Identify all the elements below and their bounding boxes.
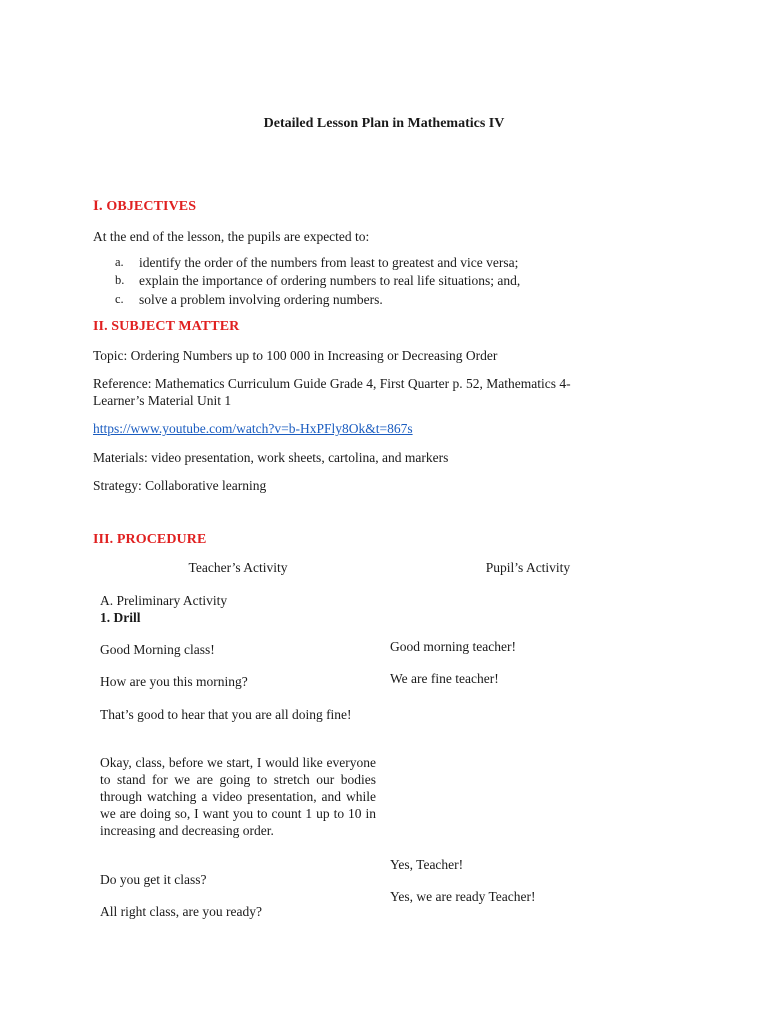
teacher-activity-header: Teacher’s Activity	[188, 560, 288, 575]
teacher-line-greeting: Good Morning class!	[100, 642, 215, 657]
objectives-intro: At the end of the lesson, the pupils are expected to:	[93, 229, 370, 244]
list-marker: a.	[115, 255, 124, 269]
list-marker: b.	[115, 273, 125, 288]
pupil-line-fine: We are fine teacher!	[390, 671, 499, 686]
list-item-text: explain the importance of ordering numbers to real life situations; and,	[139, 273, 521, 289]
list-marker: c.	[115, 291, 124, 306]
pupil-activity-header: Pupil’s Activity	[485, 560, 571, 575]
strategy-text: Strategy: Collaborative learning	[93, 478, 267, 493]
pupil-line-yes: Yes, Teacher!	[390, 857, 464, 872]
objectives-numeral: I.	[93, 198, 103, 214]
teacher-line-instructions: Okay, class, before we start, I would like everyone to stand for we are going to stretch our bodies through watching a video presentation, and while we are doing so, I want you to count 1 up to 10 in increasing and decreasing order.	[100, 755, 376, 838]
materials-text: Materials: video presentation, work sheets, cartolina, and markers	[93, 450, 449, 465]
teacher-line-ready: All right class, are you ready?	[100, 904, 262, 919]
list-item-text: identify the order of the numbers from least to greatest and vice versa;	[139, 255, 519, 270]
video-link[interactable]: https://www.youtube.com/watch?v=b-HxPFly8Ok&t=867s	[93, 421, 413, 436]
pupil-line-ready: Yes, we are ready Teacher!	[390, 889, 536, 904]
preliminary-activity-label: A. Preliminary Activity	[100, 593, 228, 608]
objectives-heading-label: OBJECTIVES	[106, 199, 197, 214]
document-title: Detailed Lesson Plan in Mathematics IV	[263, 116, 505, 131]
teacher-line-how-are-you: How are you this morning?	[100, 674, 248, 689]
list-item-text: solve a problem involving ordering numbers.	[139, 291, 383, 307]
teacher-line-good-to-hear: That’s good to hear that you are all doing fine!	[100, 707, 352, 722]
teacher-line-get-it: Do you get it class?	[100, 872, 207, 887]
subject-matter-heading: II. SUBJECT MATTER	[93, 319, 240, 334]
pupil-line-greeting: Good morning teacher!	[390, 639, 516, 654]
procedure-heading: III. PROCEDURE	[93, 532, 207, 547]
drill-label: 1. Drill	[100, 610, 141, 625]
topic-text: Topic: Ordering Numbers up to 100 000 in Increasing or Decreasing Order	[93, 348, 498, 363]
reference-line-1: Reference: Mathematics Curriculum Guide Grade 4, First Quarter p. 52, Mathematics 4-	[93, 376, 571, 391]
reference-line-2: Learner’s Material Unit 1	[93, 393, 232, 408]
objectives-heading	[93, 198, 196, 215]
